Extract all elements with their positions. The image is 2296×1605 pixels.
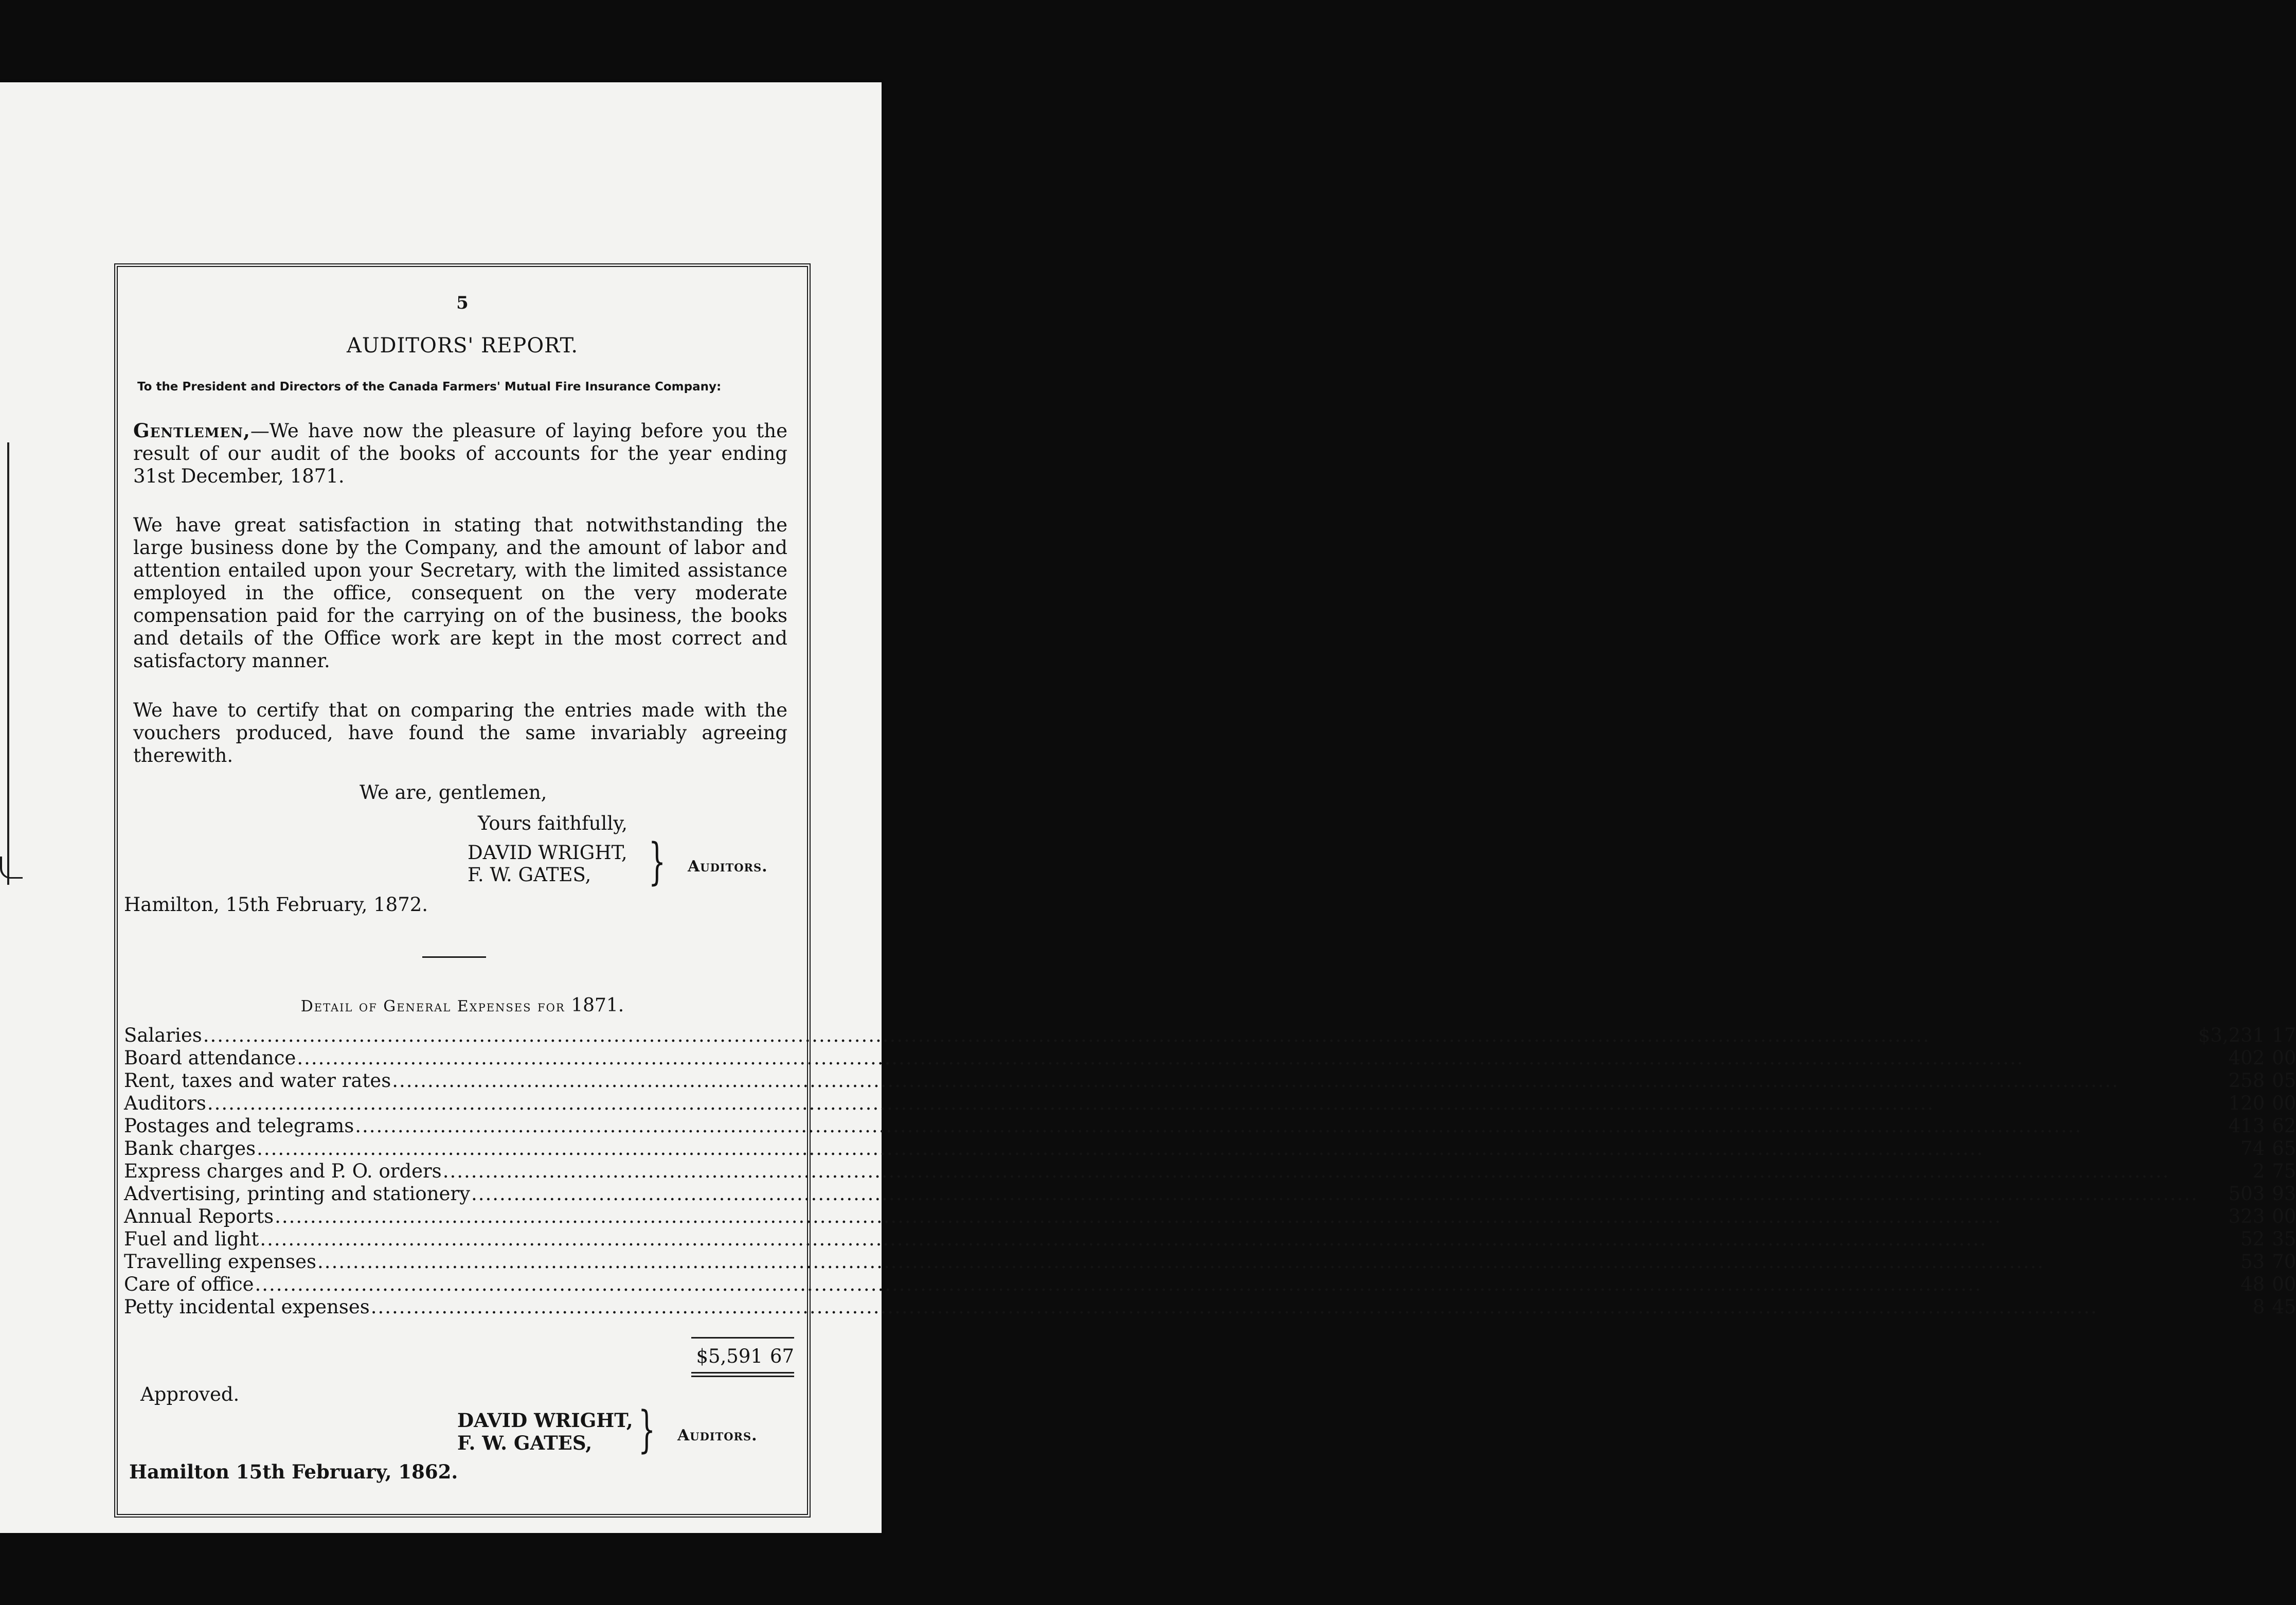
expense-label-cell: [124, 1228, 2198, 1251]
expense-label: Bank charges: [124, 1137, 256, 1160]
binding-thread: [0, 857, 23, 879]
expense-label-cell: [124, 1047, 2198, 1069]
expense-label: Fuel and light: [124, 1228, 259, 1250]
approved-line: Approved.: [140, 1383, 240, 1405]
expense-cents: 00: [2272, 1273, 2296, 1295]
expense-label: Travelling expenses: [124, 1251, 317, 1273]
expense-label-cell: [124, 1160, 2198, 1183]
approval-signatory-david-wright: DAVID WRIGHT,: [457, 1409, 633, 1432]
expense-label: Annual Reports: [124, 1205, 274, 1227]
leader-dots: [275, 1205, 2002, 1227]
expense-dollars: 503: [2228, 1183, 2265, 1205]
expense-label-cell: [124, 1137, 2198, 1160]
expense-dollars: 323: [2228, 1205, 2265, 1227]
expense-label: Auditors: [124, 1092, 206, 1114]
closing-line: We are, gentlemen,: [360, 781, 547, 804]
expense-label: Advertising, printing and stationery: [124, 1183, 471, 1205]
leader-dots: [203, 1024, 1930, 1046]
detail-title: [118, 995, 807, 1016]
expense-row: [124, 1160, 2296, 1183]
leader-dots: [392, 1069, 2119, 1092]
total-rule-below: [691, 1372, 794, 1379]
paper-sheet: [0, 82, 2296, 1533]
signatory-fw-gates: F. W. GATES,: [468, 864, 591, 886]
expense-label-cell: [124, 1183, 2198, 1205]
expense-cents: 70: [2272, 1251, 2296, 1273]
salutation-line: To the President and Directors of the Canada Farmers' Mutual Fire Insurance Company:: [137, 380, 722, 394]
signatory-brace: }: [648, 833, 666, 890]
leader-dots: [317, 1251, 2044, 1273]
approval-signatory-brace: }: [638, 1401, 656, 1458]
expense-row: [124, 1205, 2296, 1228]
leader-dots: [471, 1183, 2198, 1205]
total-dollars: $5,591: [696, 1345, 763, 1367]
leader-dots: [355, 1115, 2082, 1137]
expense-cents: 75: [2272, 1160, 2296, 1182]
expense-label-cell: [124, 1296, 2198, 1318]
report-paragraph-2: We have great satisfaction in stating that notwithstanding the large business done by the Company, and the amount of labor and attention entailed upon your Secretary, with the limited assistance employed in the office, consequent on the very moderate compensation paid for the carrying on of the business, the books and details of the Office work are kept in the most correct and satisfactory manner.: [133, 514, 787, 672]
leader-dots: [260, 1228, 1987, 1250]
expense-dollars: 53: [2240, 1251, 2265, 1273]
expense-dollars: 8: [2252, 1296, 2265, 1318]
page-number: 5: [456, 293, 469, 313]
leader-dots: [257, 1137, 1984, 1160]
expense-row: [124, 1273, 2296, 1296]
expense-row: [124, 1296, 2296, 1318]
expense-label-cell: [124, 1251, 2198, 1273]
leader-dots: [255, 1273, 1982, 1295]
leader-dots: [207, 1092, 1934, 1114]
expense-label: Express charges and P. O. orders: [124, 1160, 442, 1182]
expense-label: Postages and telegrams: [124, 1115, 354, 1137]
total-cents: 67: [769, 1345, 794, 1367]
expense-cents: 00: [2272, 1205, 2296, 1227]
expense-cents: 17: [2272, 1024, 2296, 1046]
expense-row: [124, 1251, 2296, 1273]
expense-cents: 45: [2272, 1296, 2296, 1318]
expense-label-cell: [124, 1069, 2198, 1092]
expense-label: Petty incidental expenses: [124, 1296, 370, 1318]
yours-faithfully: Yours faithfully,: [478, 812, 627, 834]
expense-cents: 65: [2272, 1137, 2296, 1160]
expense-label: Care of office: [124, 1273, 254, 1295]
expense-row: [124, 1228, 2296, 1251]
approval-auditors-label: Auditors.: [677, 1426, 758, 1444]
report-title: AUDITORS' REPORT.: [346, 334, 579, 358]
expense-row: [124, 1069, 2296, 1092]
expense-row: [124, 1115, 2296, 1137]
expense-label-cell: [124, 1115, 2198, 1137]
report-paragraph-3: We have to certify that on comparing the entries made with the vouchers produced, have found the same invariably agreeing therewith.: [133, 699, 787, 766]
expense-dollars: 402: [2228, 1047, 2265, 1069]
total-row: [691, 1345, 794, 1367]
detail-title-text: Detail of General Expenses for: [300, 997, 565, 1015]
expense-row: [124, 1024, 2296, 1047]
approval-place-date: Hamilton 15th February, 1862.: [129, 1460, 458, 1483]
paragraph-1-text: —We have now the pleasure of laying before you the result of our audit of the books of accounts for the year ending 31st December, 1871.: [133, 420, 787, 487]
expense-dollars: 48: [2240, 1273, 2265, 1295]
approval-signatory-fw-gates: F. W. GATES,: [457, 1432, 593, 1454]
expense-label-cell: [124, 1024, 2198, 1047]
expense-label: Rent, taxes and water rates: [124, 1069, 391, 1092]
page-border-frame: [114, 263, 2296, 1518]
expense-row: [124, 1137, 2296, 1160]
expense-dollars: 120: [2228, 1092, 2265, 1114]
expense-dollars: 413: [2228, 1115, 2265, 1137]
expense-dollars: 258: [2228, 1069, 2265, 1092]
detail-title-year: 1871.: [571, 995, 624, 1016]
expenses-table: [124, 1024, 2296, 1318]
expense-cents: 93: [2272, 1183, 2296, 1205]
expense-dollars: 2: [2252, 1160, 2265, 1182]
expense-cents: 00: [2272, 1092, 2296, 1114]
binding-edge-line: [7, 442, 9, 885]
expense-row: [124, 1183, 2296, 1205]
expense-label-cell: [124, 1273, 2198, 1296]
expense-dollars: $3,231: [2198, 1024, 2265, 1046]
expense-label: Salaries: [124, 1024, 202, 1046]
expense-row: [124, 1092, 2296, 1115]
leader-dots: [371, 1296, 2098, 1318]
signatory-david-wright: DAVID WRIGHT,: [468, 842, 627, 864]
expense-cents: 00: [2272, 1047, 2296, 1069]
expense-cents: 05: [2272, 1069, 2296, 1092]
expense-label-cell: [124, 1092, 2198, 1115]
expense-label: Board attendance: [124, 1047, 296, 1069]
greeting: Gentlemen,: [133, 419, 250, 442]
expense-cents: 35: [2272, 1228, 2296, 1250]
total-rule-above: [691, 1337, 794, 1341]
expense-label-cell: [124, 1205, 2198, 1228]
expense-dollars: 52: [2240, 1228, 2265, 1250]
report-place-date: Hamilton, 15th February, 1872.: [124, 894, 428, 916]
expense-row: [124, 1047, 2296, 1069]
expense-cents: 62: [2272, 1115, 2296, 1137]
section-divider: [422, 956, 486, 958]
auditors-label: Auditors.: [688, 858, 768, 876]
expense-dollars: 74: [2240, 1137, 2265, 1160]
leader-dots: [297, 1047, 2024, 1069]
leader-dots: [443, 1160, 2170, 1182]
report-paragraph-1: [133, 419, 787, 488]
